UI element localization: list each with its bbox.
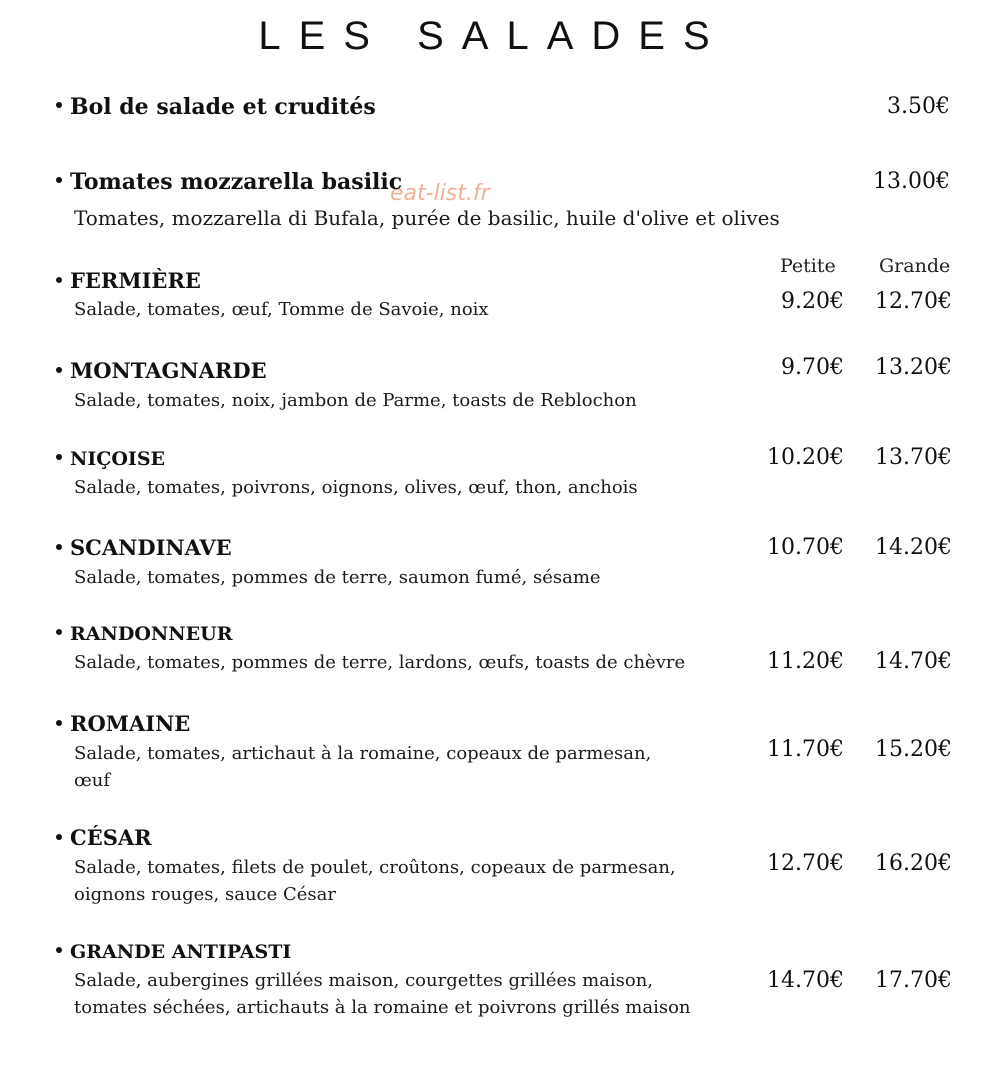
item-description-line-1: Salade, aubergines grillées maison, courgettes grillées maison, xyxy=(74,970,654,991)
item-name: ROMAINE xyxy=(56,711,190,736)
bullet-icon xyxy=(56,277,62,283)
item-description-line-2: tomates séchées, artichauts à la romaine et poivrons grillés maison xyxy=(74,997,691,1018)
item-description: Salade, tomates, pommes de terre, lardons, œufs, toasts de chèvre xyxy=(74,652,686,673)
item-description: Salade, tomates, noix, jambon de Parme, toasts de Reblochon xyxy=(74,390,637,411)
bullet-icon xyxy=(56,720,62,726)
item-description: Salade, tomates, poivrons, oignons, olives, œuf, thon, anchois xyxy=(74,477,638,498)
item-description-line-2: œuf xyxy=(74,770,111,791)
price-grande: 15.20€ xyxy=(875,737,952,762)
menu-title: LES SALADES xyxy=(258,14,728,58)
item-name: CÉSAR xyxy=(56,825,152,850)
price-grande: 14.70€ xyxy=(875,649,952,674)
price-grande: 13.70€ xyxy=(875,445,952,470)
price-petite: 12.70€ xyxy=(767,851,844,876)
bullet-icon xyxy=(56,454,62,460)
bullet-icon xyxy=(56,102,62,108)
column-header-grande: Grande xyxy=(879,255,951,277)
item-description-line-1: Salade, tomates, artichaut à la romaine, copeaux de parmesan, xyxy=(74,743,652,764)
price-petite: 9.20€ xyxy=(781,289,844,314)
item-description: Tomates, mozzarella di Bufala, purée de basilic, huile d'olive et olives xyxy=(74,206,780,230)
bullet-icon xyxy=(56,544,62,550)
price-petite: 11.20€ xyxy=(767,649,844,674)
bullet-icon xyxy=(56,177,62,183)
price-grande: 12.70€ xyxy=(875,289,952,314)
price-grande: 16.20€ xyxy=(875,851,952,876)
item-name: RANDONNEUR xyxy=(56,623,233,645)
item-price: 3.50€ xyxy=(887,94,950,119)
price-petite: 10.70€ xyxy=(767,535,844,560)
bullet-icon xyxy=(56,834,62,840)
item-name: NIÇOISE xyxy=(56,448,165,470)
bullet-icon xyxy=(56,947,62,953)
price-grande: 17.70€ xyxy=(875,968,952,993)
price-petite: 14.70€ xyxy=(767,968,844,993)
item-description-line-2: oignons rouges, sauce César xyxy=(74,884,337,905)
price-petite: 11.70€ xyxy=(767,737,844,762)
item-name: SCANDINAVE xyxy=(56,535,232,560)
item-name: GRANDE ANTIPASTI xyxy=(56,941,291,963)
bullet-icon xyxy=(56,629,62,635)
price-petite: 9.70€ xyxy=(781,355,844,380)
item-description: Salade, tomates, pommes de terre, saumon fumé, sésame xyxy=(74,567,601,588)
item-description: Salade, tomates, œuf, Tomme de Savoie, noix xyxy=(74,299,489,320)
item-name: Tomates mozzarella basilic xyxy=(56,169,402,195)
item-name: Bol de salade et crudités xyxy=(56,94,376,120)
item-price: 13.00€ xyxy=(873,169,950,194)
column-header-petite: Petite xyxy=(780,255,836,277)
watermark: eat-list.fr xyxy=(390,181,490,206)
bullet-icon xyxy=(56,367,62,373)
item-name: FERMIÈRE xyxy=(56,268,201,293)
price-grande: 14.20€ xyxy=(875,535,952,560)
price-petite: 10.20€ xyxy=(767,445,844,470)
item-description-line-1: Salade, tomates, filets de poulet, croûtons, copeaux de parmesan, xyxy=(74,857,676,878)
item-name: MONTAGNARDE xyxy=(56,358,267,383)
price-grande: 13.20€ xyxy=(875,355,952,380)
